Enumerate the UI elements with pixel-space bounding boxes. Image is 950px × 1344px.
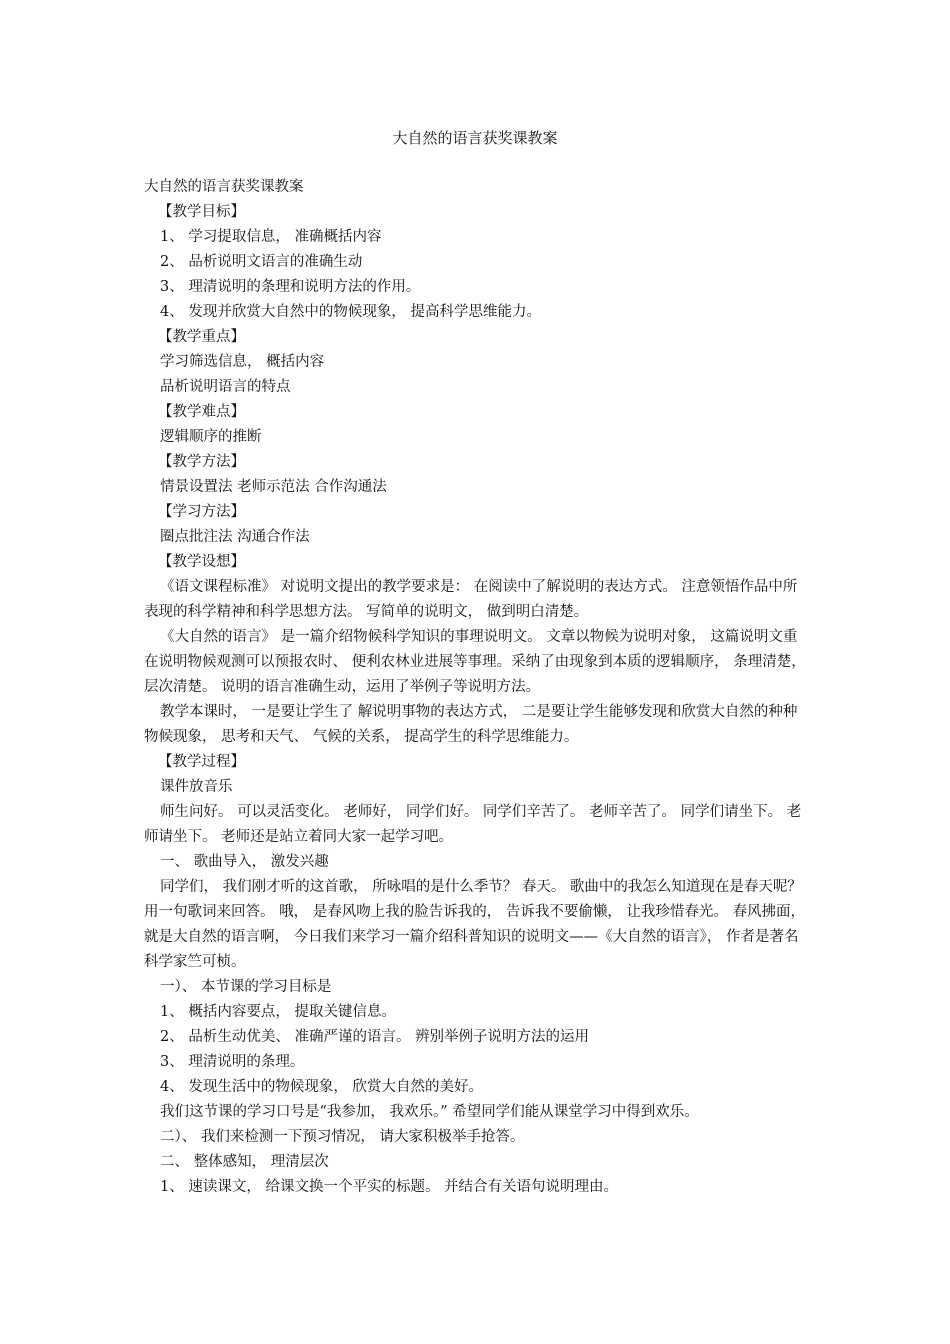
process-step1-heading: 一、 歌曲导入， 激发兴趣 [160,854,329,870]
learning-method-item: 圈点批注法 沟通合作法 [160,529,310,545]
goal-item: 4、 发现并欣赏大自然中的物候现象， 提高科学思维能力。 [160,304,541,320]
key-point-item: 品析说明语言的特点 [160,379,291,395]
design-paragraph: 《大自然的语言》 是一篇介绍物候科学知识的事理说明文。 文章以物候为说明对象， 这篇说明文重在说明物候观测可以预报农时、 便利农林业进展等事理。采纳了由现象到本质的逻辑顺序， 条理清楚， 层次清楚。 说明的语言准确生动，运用了举例子等说明方法。 [144,629,806,695]
sub1-item: 2、 品析生动优美、 准确严谨的语言。 辨别举例子说明方法的运用 [160,1029,590,1045]
process-slogan: 我们这节课的学习口号是“我参加， 我欢乐。” 希望同学们能从课堂学习中得到欢乐。 [160,1104,699,1120]
document-subtitle: 大自然的语言获奖课教案 [144,179,304,195]
design-paragraph: 《语文课程标准》 对说明文提出的教学要求是： 在阅读中了解说明的表达方式。 注意领悟作品中所表现的科学精神和科学思想方法。 写简单的说明文， 做到明白清楚。 [144,579,798,620]
goal-item: 1、 学习提取信息， 准确概括内容 [160,229,382,245]
key-point-item: 学习筛选信息， 概括内容 [160,354,325,370]
section-heading-process: 【教学过程】 [158,754,245,770]
document-title: 大自然的语言获奖课教案 [392,129,558,147]
section-heading-goals: 【教学目标】 [158,204,245,220]
process-intro: 课件放音乐 [160,779,233,795]
sub1-item: 3、 理清说明的条理。 [160,1054,305,1070]
design-paragraph: 教学本课时， 一是要让学生了 解说明事物的表达方式， 二是要让学生能够发现和欣赏大自然的种种物候现象， 思考和天气、 气候的关系， 提高学生的科学思维能力。 [144,704,798,745]
process-step1-text: 同学们， 我们刚才听的这首歌， 所咏唱的是什么季节？ 春天。 歌曲中的我怎么知道现在是春天呢？ 用一句歌词来回答。 哦， 是春风吻上我的脸告诉我的， 告诉我不要偷懒， 让我珍惜春光。 春风拂面， 就是大自然的语言啊， 今日我们来学习一篇介绍科普知识的说明文——《大自然的语言》， 作者是著名科学家竺可桢。 [144,879,806,970]
step2-item: 1、 速读课文， 给课文换一个平实的标题。 并结合有关语句说明理由。 [160,1179,619,1195]
section-heading-teaching-methods: 【教学方法】 [158,454,245,470]
difficulty-item: 逻辑顺序的推断 [160,429,262,445]
section-heading-key-points: 【教学重点】 [158,329,245,345]
process-sub1-heading: 一）、 本节课的学习目标是 [160,979,332,995]
goal-item: 3、 理清说明的条理和说明方法的作用。 [160,279,421,295]
goal-item: 2、 品析说明文语言的准确生动 [160,254,363,270]
sub1-item: 1、 概括内容要点， 提取关键信息。 [160,1004,396,1020]
section-heading-difficulties: 【教学难点】 [158,404,245,420]
teaching-method-item: 情景设置法 老师示范法 合作沟通法 [160,479,387,495]
process-sub2-heading: 二）、 我们来检测一下预习情况， 请大家积极举手抢答。 [160,1129,525,1145]
section-heading-learning-methods: 【学习方法】 [158,504,245,520]
process-step2-heading: 二、 整体感知， 理清层次 [160,1154,329,1170]
process-greeting: 师生问好。 可以灵活变化。 老师好， 同学们好。 同学们辛苦了。 老师辛苦了。 同学们请坐下。 老师请坐下。 老师还是站立着同大家一起学习吧。 [144,804,802,845]
sub1-item: 4、 发现生活中的物候现象， 欣赏大自然的美好。 [160,1079,483,1095]
section-heading-design: 【教学设想】 [158,554,245,570]
document-body [144,175,809,1200]
